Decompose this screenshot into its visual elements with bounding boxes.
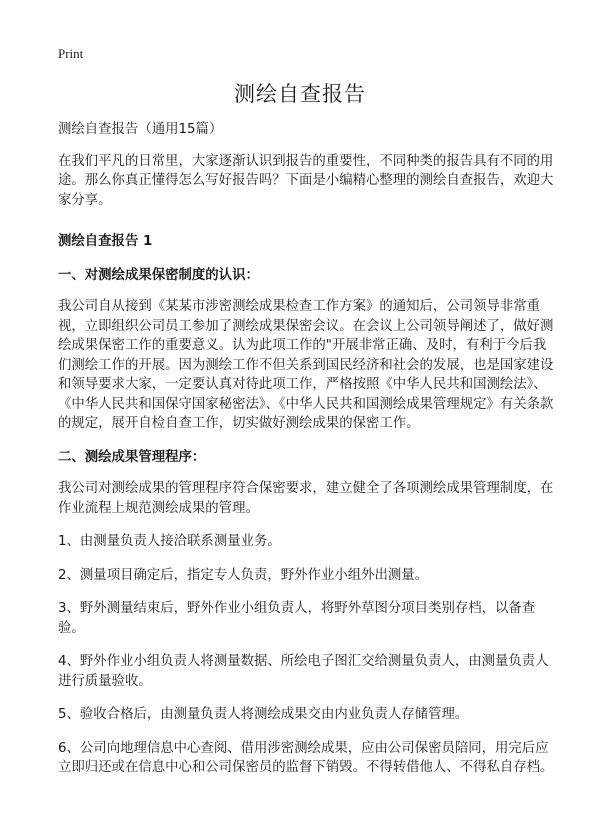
- section-heading-1: 一、对测绘成果保密制度的认识：: [58, 267, 259, 283]
- page-title: 测绘自查报告: [234, 82, 366, 106]
- section-1-paragraph: 我公司自从接到《某某市涉密测绘成果检查工作方案》的通知后，公司领导非常重视，立即组织公司员工参加了测绘成果保密会议。在会议上公司领导阐述了，做好测绘成果保密工作的重要意义。认为此项工作的"开展非常正确、及时，有利于今后我们测绘工作的开展。因为测绘工作不但关系到国民经济和社会的发展，也是国家建设和领导要求大家，一定要认真对待此项工作，严格按照《中华人民共和国测绘法》、《中华人民共和国保守国家秘密法》、《中华人民共和国测绘成果管理规定》有关条款的规定，展开自检自查工作，切实做好测绘成果的保密工作。: [58, 299, 554, 431]
- section-2-paragraph: 我公司对测绘成果的管理程序符合保密要求，建立健全了各项测绘成果管理制度，在作业流程上规范测绘成果的管理。: [58, 481, 554, 516]
- list-item: 4、野外作业小组负责人将测量数据、所绘电子图汇交给测量负责人，由测量负责人进行质量验收。: [58, 654, 549, 689]
- list-item: 5、验收合格后，由测量负责人将测绘成果交由内业负责人存储管理。: [58, 707, 469, 722]
- intro-paragraph: 在我们平凡的日常里，大家逐渐认识到报告的重要性，不同种类的报告具有不同的用途。那么你真正懂得怎么写好报告吗？下面是小编精心整理的测绘自查报告，欢迎大家分享。: [58, 153, 554, 208]
- list-item: 2、测量项目确定后，指定专人负责，野外作业小组外出测量。: [58, 567, 429, 583]
- list-item: 6、公司向地理信息中心查阅、借用涉密测绘成果，应由公司保密员陪同，用完后应立即归还或在信息中心和公司保密员的监督下销毁。不得转借他人、不得私自存档。: [58, 740, 554, 775]
- list-item: 3、野外测量结束后，野外作业小组负责人，将野外草图分项目类别存档，以备查验。: [58, 601, 536, 636]
- section-heading-2: 二、测绘成果管理程序：: [58, 449, 206, 465]
- document-subtitle: 测绘自查报告（通用15篇）: [58, 122, 223, 137]
- document-body: [58, 120, 556, 792]
- report-heading: 测绘自查报告 1: [58, 234, 153, 249]
- print-link[interactable]: Print: [58, 46, 84, 61]
- list-item: 1、由测量负责人接洽联系测量业务。: [58, 534, 281, 549]
